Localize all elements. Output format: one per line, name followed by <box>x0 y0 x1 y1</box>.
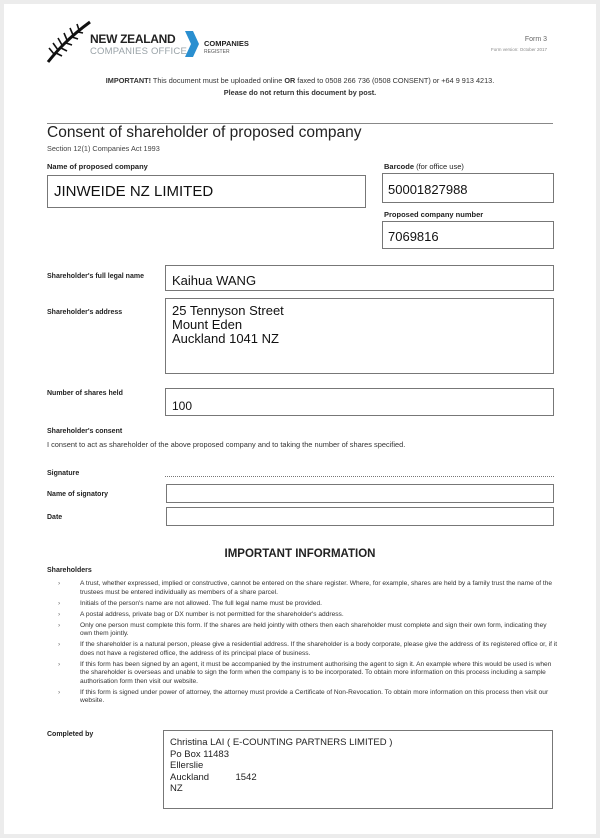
bullet-icon: › <box>58 641 61 649</box>
important-or: OR <box>284 76 296 85</box>
completed-by-line: NZ <box>170 783 183 794</box>
company-number-field[interactable] <box>382 221 554 249</box>
form-version: Form version: October 2017 <box>490 47 547 52</box>
company-number-label: Proposed company number <box>384 210 484 219</box>
silver-fern-icon <box>46 18 94 64</box>
info-notes-list <box>58 580 558 708</box>
list-item <box>58 611 558 620</box>
info-section-shareholders: Shareholders <box>47 567 92 574</box>
company-name-value: JINWEIDE NZ LIMITED <box>54 183 214 200</box>
list-item <box>58 661 558 687</box>
bullet-icon: › <box>58 660 61 668</box>
shareholder-name-label: Shareholder's full legal name <box>47 273 144 280</box>
bullet-icon: › <box>58 580 61 587</box>
address-label: Shareholder's address <box>47 309 123 316</box>
page-title: Consent of shareholder of proposed company <box>47 124 362 141</box>
consent-text: I consent to act as shareholder of the above proposed company and to taking the number of shares specified. <box>47 440 406 449</box>
address-line: 25 Tennyson Street <box>172 303 284 318</box>
barcode-value: 50001827988 <box>388 182 468 197</box>
address-field[interactable] <box>165 298 554 374</box>
barcode-label-text: Barcode <box>384 162 415 171</box>
date-field[interactable] <box>166 507 554 526</box>
logo-register: REGISTER <box>204 49 230 55</box>
important-label: IMPORTANT! <box>105 76 151 85</box>
completed-by-line: Ellerslie <box>170 760 204 771</box>
list-item <box>58 580 558 597</box>
list-item <box>58 641 558 658</box>
shareholder-name-value: Kaihua WANG <box>172 273 257 288</box>
completed-by-line: Christina LAI ( E-COUNTING PARTNERS LIMITED ) <box>170 737 393 748</box>
note-text: Initials of the person's name are not allowed. The full legal name must be provided. <box>80 599 322 607</box>
no-post-notice: Please do not return this document by post. <box>223 88 377 97</box>
barcode-field[interactable] <box>382 173 554 203</box>
note-text: If this form has been signed by an agent, it must be accompanied by the instrument authorising the agent to sign it. An example where this would be used is when the shareholder is overseas and unable to sign the form when the company is to be incorporated. To obtain more information on this process including a sample authorisation form then visit our website. <box>80 660 552 685</box>
bullet-icon: › <box>58 599 61 607</box>
note-text: A postal address, private bag or DX number is not permitted for the shareholder's address. <box>80 610 344 618</box>
completed-by-line: Auckland 1542 <box>170 771 257 783</box>
signatory-field[interactable] <box>166 484 554 503</box>
completed-by-label: Completed by <box>47 731 94 738</box>
logo-companies-office: COMPANIES OFFICE <box>90 46 187 57</box>
note-text: Only one person must complete this form. If the shares are held jointly with others then each shareholder must complete and sign their own form, indicating they own them jointly. <box>80 621 547 638</box>
important-text-1: This document must be uploaded online <box>151 76 285 85</box>
barcode-label <box>384 162 464 171</box>
note-text: A trust, whether expressed, implied or constructive, cannot be entered on the share register. Where, for example, shares are held by a family trust the name of the trustees must be entered individually as members of a share parcel. <box>80 580 553 596</box>
completed-by-field[interactable] <box>163 730 553 809</box>
bullet-icon: › <box>58 621 61 629</box>
form-number: Form 3 <box>524 36 547 43</box>
company-name-field[interactable] <box>47 175 366 208</box>
chevron-logo-icon <box>184 30 200 58</box>
page-subtitle: Section 12(1) Companies Act 1993 <box>47 144 160 153</box>
company-number-value: 7069816 <box>388 229 439 244</box>
bullet-icon: › <box>58 610 61 618</box>
completed-by-line: Po Box 11483 <box>170 748 229 760</box>
form-page <box>4 4 596 834</box>
important-text-2: faxed to 0508 266 736 (0508 CONSENT) or +64 9 913 4213. <box>295 76 495 85</box>
signatory-label: Name of signatory <box>47 491 109 498</box>
address-line: Auckland 1041 NZ <box>172 331 279 346</box>
shares-label: Number of shares held <box>47 390 123 397</box>
company-name-label: Name of proposed company <box>47 162 148 171</box>
note-text: If the shareholder is a natural person, please give a residential address. If the shareholder is a body corporate, please give the address of its registered office or, if it does not have a registered office, the address of its principal place of business. <box>80 641 558 657</box>
list-item <box>58 689 558 706</box>
important-notice <box>4 76 596 85</box>
list-item <box>58 600 558 609</box>
address-line: Mount Eden <box>172 317 243 332</box>
signature-label: Signature <box>47 470 80 477</box>
shares-value: 100 <box>172 399 193 413</box>
shares-field[interactable] <box>165 388 554 416</box>
note-text: If this form is signed under power of attorney, the attorney must provide a Certificate of Non-Revocation. To obtain more information on this process then visit our website. <box>80 688 549 705</box>
logo-companies: COMPANIES <box>204 39 249 48</box>
info-heading: IMPORTANT INFORMATION <box>224 548 376 560</box>
shareholder-name-field[interactable] <box>165 265 554 291</box>
list-item <box>58 622 558 639</box>
date-label: Date <box>47 514 63 521</box>
signature-line[interactable] <box>165 476 554 477</box>
logo-new-zealand: NEW ZEALAND <box>90 32 176 46</box>
consent-label: Shareholder's consent <box>47 428 123 435</box>
bullet-icon: › <box>58 688 61 696</box>
barcode-note: (for office use) <box>414 162 464 171</box>
